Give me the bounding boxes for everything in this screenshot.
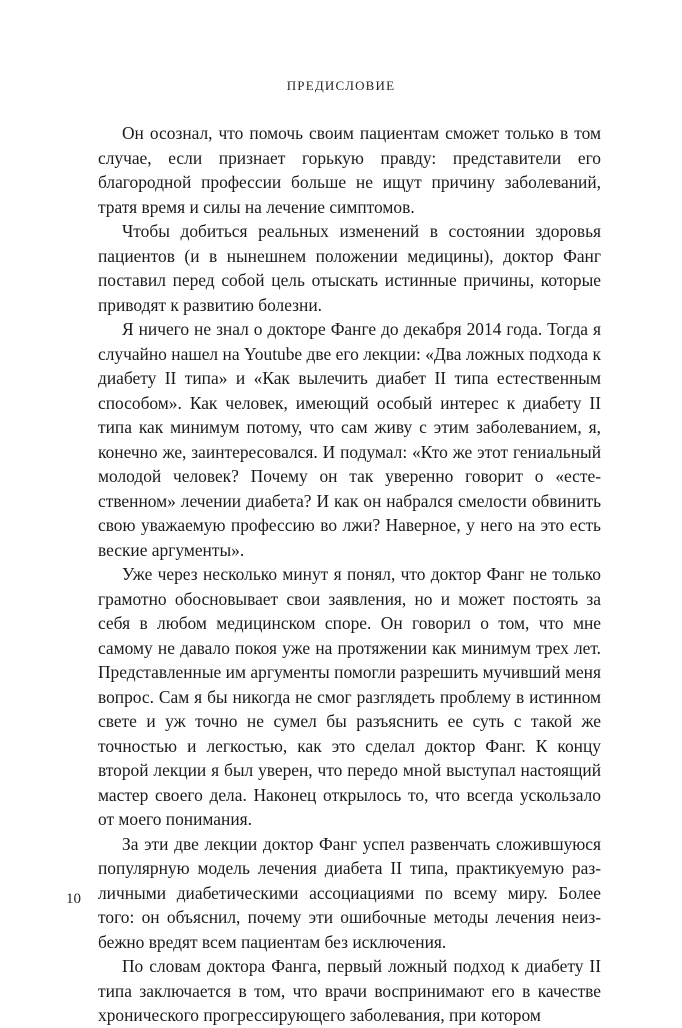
page-number: 10 [66,891,81,907]
paragraph: По словам доктора Фанга, первый ложный подход к диабету II типа заключается в том, что врачи воспринимают его в качестве хронического прогрессирующего заболевания, при котором [98,956,601,1025]
paragraph: Он осознал, что помочь своим пациентам сможет только в том случае, если признает горькую правду: представители его благородной профессии больше не ищут причину заболеваний, тратя время и силы на лечение симптомов. [98,123,601,217]
paragraph: За эти две лекции доктор Фанг успел развенчать сложившуюся популярную модель лечения диабета II типа, практикуемую различными диабетическими ассоциациями по всему миру. Более того: он объяснил, почему эти ошибочные методы лечения неизбежно вредят всем пациентам без исключения. [98,833,601,952]
paragraph: Чтобы добиться реальных изменений в состоянии здоровья пациентов (и в нынешнем положении медицины), доктор Фанг поставил перед собой цель отыскать истинные причины, которые приводят к развитию болезни. [98,221,601,315]
running-header: ПРЕДИСЛОВИЕ [286,78,396,93]
paragraph: Уже через несколько минут я понял, что доктор Фанг не только грамотно обосновывает свои заявления, но и может постоять за себя в любом медицинском споре. Он говорил о том, что мне самому не давало покоя уже на протяжении как минимум трех лет. Представленные им аргументы помогли разрешить мучивший меня вопрос. Сам я бы никогда не смог разглядеть проблему в истинном свете и уж точно не сумел бы разъяснить ее суть с такой же точностью и легкостью, как это сделал доктор Фанг. К концу второй лекции я был уверен, что передо мной выступал настоящий мастер своего дела. Наконец открылось то, что всегда ускользало от моего понимания. [98,564,601,829]
paragraph: Я ничего не знал о докторе Фанге до декабря 2014 года. Тогда я случайно нашел на Youtube две его лекции: «Два ложных подхода к диабету II типа» и «Как вылечить диабет II типа естественным способом». Как человек, имеющий особый интерес к диабету II типа как минимум потому, что сам живу с этим заболеванием, я, конечно же, заинтересовался. И подумал: «Кто же этот гениальный молодой человек? Почему он так уверенно говорит о «естественном» лечении диабета? И как он набрался смелости обвинить свою уважаемую профессию во лжи? Наверное, у него на это есть веские аргументы». [98,319,601,560]
body-text [98,121,601,1028]
